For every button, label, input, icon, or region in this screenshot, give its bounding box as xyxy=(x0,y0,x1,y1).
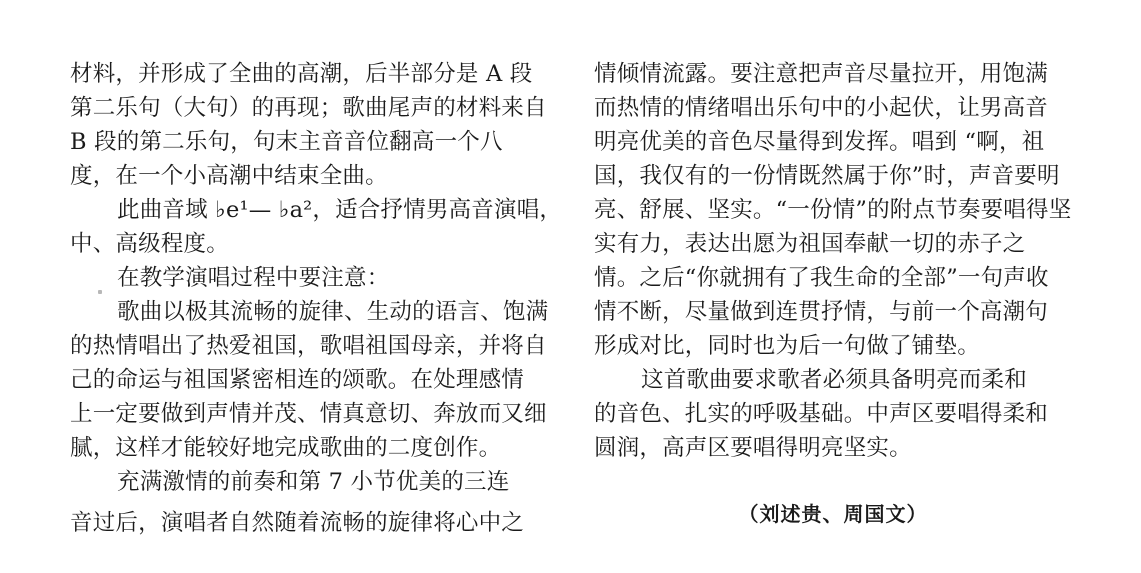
text-line: 音过后，演唱者自然随着流畅的旋律将心中之 xyxy=(70,510,525,536)
text-line: 情倾情流露。要注意把声音尽量拉开，用饱满 xyxy=(594,61,1049,87)
text-line: 中、高级程度。 xyxy=(70,231,229,257)
text-line: 明亮优美的音色尽量得到发挥。唱到 “啊，祖 xyxy=(594,129,1045,155)
right-column xyxy=(594,57,1072,465)
text-line: 圆润，高声区要唱得明亮坚实。 xyxy=(594,435,912,461)
text-line: 情。之后“你就拥有了我生命的全部”一句声收 xyxy=(594,265,1049,291)
text-line: 在教学演唱过程中要注意： xyxy=(117,265,390,291)
text-line: B 段的第二乐句，句末主音音位翻高一个八 xyxy=(70,129,503,155)
text-line: 此曲音域 ♭e¹— ♭a²，适合抒情男高音演唱， xyxy=(117,197,563,223)
text-line: 己的命运与祖国紧密相连的颂歌。在处理感情 xyxy=(70,367,525,393)
text-line: 亮、舒展、坚实。“一份情”的附点节奏要唱得坚 xyxy=(594,197,1072,223)
left-column xyxy=(70,57,563,499)
text-line: 第二乐句（大句）的再现；歌曲尾声的材料来自 xyxy=(70,95,547,121)
text-line: 的热情唱出了热爱祖国，歌唱祖国母亲，并将自 xyxy=(70,333,547,359)
text-line: 歌曲以极其流畅的旋律、生动的语言、饱满 xyxy=(117,299,549,325)
text-line: 腻，这样才能较好地完成歌曲的二度创作。 xyxy=(70,435,502,461)
text-line: 材料，并形成了全曲的高潮，后半部分是 A 段 xyxy=(70,61,533,87)
text-line: 这首歌曲要求歌者必须具备明亮而柔和 xyxy=(641,367,1027,393)
text-line: 充满激情的前奏和第 7 小节优美的三连 xyxy=(117,469,510,495)
text-line: 形成对比，同时也为后一句做了铺垫。 xyxy=(594,333,980,359)
stray-mark xyxy=(98,290,102,294)
text-line: 上一定要做到声情并茂、情真意切、奔放而又细 xyxy=(70,401,547,427)
text-line: 国，我仅有的一份情既然属于你”时，声音要明 xyxy=(594,163,1060,189)
text-line: 的音色、扎实的呼吸基础。中声区要唱得柔和 xyxy=(594,401,1049,427)
left-column-cut-line xyxy=(70,510,560,540)
text-line: 度，在一个小高潮中结束全曲。 xyxy=(70,163,388,189)
text-line: 而热情的情绪唱出乐句中的小起伏，让男高音 xyxy=(594,95,1049,121)
text-line: 实有力，表达出愿为祖国奉献一切的赤子之 xyxy=(594,231,1026,257)
author-credit: （刘述贵、周国文） xyxy=(738,502,928,526)
text-line: 情不断，尽量做到连贯抒情，与前一个高潮句 xyxy=(594,299,1049,325)
